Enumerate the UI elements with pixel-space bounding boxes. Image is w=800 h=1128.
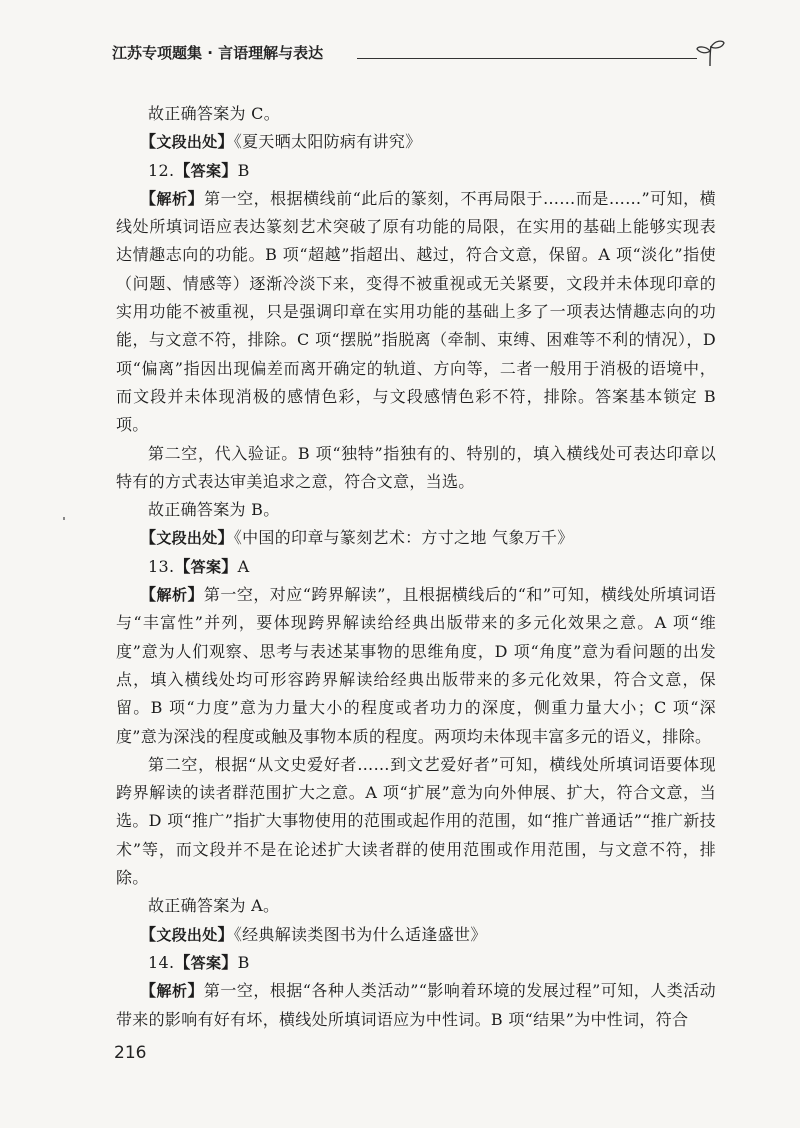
source-line: 【文段出处】《经典解读类图书为什么适逢盛世》: [140, 924, 487, 944]
conclusion-line: 故正确答案为 A。: [148, 896, 280, 916]
page-number: 216: [114, 1043, 147, 1063]
answer-explanations: [116, 100, 716, 1034]
source-line: 【文段出处】《夏天晒太阳防病有讲究》: [140, 132, 422, 152]
analysis-paragraph: 【解析】第一空，根据“各种人类活动”“影响着环境的发展过程”可知，人类活动带来的影响有好有坏，横线处所填词语应为中性词。B 项“结果”为中性词，符合: [116, 981, 716, 1029]
body-paragraph: 第二空，代入验证。B 项“独特”指独有的、特别的，填入横线处可表达印章以特有的方式表达审美追求之意，符合文意，当选。: [116, 443, 716, 491]
answer-line: 12.【答案】B: [148, 160, 250, 180]
scan-speck: [63, 517, 65, 520]
running-header: [112, 38, 722, 68]
body-paragraph: 第二空，根据“从文史爱好者……到文艺爱好者”可知，横线处所填词语要体现跨界解读的读者群范围扩大之意。A 项“扩展”意为向外伸展、扩大，符合文意，当选。D 项“推广”指扩大事物使用的范围或起作用的范围，如“推广普通话”“推广新技术”等，而文段并不是在论述扩大读者群的使用范围或作用范围，与文意不符，排除。: [116, 754, 716, 888]
analysis-paragraph: 【解析】第一空，对应“跨界解读”，且根据横线后的“和”可知，横线处所填词语与“丰富性”并列，要体现跨界解读给经典出版带来的多元化效果之意。A 项“维度”意为人们观察、思考与表述某事物的思维角度，D 项“角度”意为看问题的出发点，填入横线处均可形容跨界解读给经典出版带来的多元化效果，符合文意，保留。B 项“力度”意为力量大小的程度或者功力的深度，侧重力量大小；C 项“深度”意为深浅的程度或触及事物本质的程度。两项均未体现丰富多元的语义，排除。: [116, 585, 716, 746]
source-line: 【文段出处】《中国的印章与篆刻艺术：方寸之地 气象万千》: [140, 528, 574, 548]
analysis-paragraph: 【解析】第一空，根据横线前“此后的篆刻，不再局限于……而是……”可知，横线处所填词语应表达篆刻艺术突破了原有功能的局限，在实用的基础上能够实现表达情趣志向的功能。B 项“超越”指超出、越过，符合文意，保留。A 项“淡化”指使（问题、情感等）逐渐冷淡下来，变得不被重视或无关紧要，文段并未体现印章的实用功能不被重视，只是强调印章在实用功能的基础上多了一项表达情趣志向的功能，与文意不符，排除。C 项“摆脱”指脱离（牵制、束缚、困难等不利的情况），D 项“偏离”指因出现偏差而离开确定的轨道、方向等，二者一般用于消极的语境中，而文段并未体现消极的感情色彩，与文段感情色彩不符，排除。答案基本锁定 B 项。: [116, 188, 716, 435]
header-rule: [357, 58, 697, 59]
answer-line: 13.【答案】A: [148, 556, 250, 576]
conclusion-line: 故正确答案为 B。: [148, 500, 280, 520]
answer-line: 14.【答案】B: [148, 952, 250, 972]
header-title: 江苏专项题集 · 言语理解与表达: [112, 44, 324, 62]
conclusion-line: 故正确答案为 C。: [148, 104, 281, 123]
sprout-icon: [694, 38, 726, 68]
